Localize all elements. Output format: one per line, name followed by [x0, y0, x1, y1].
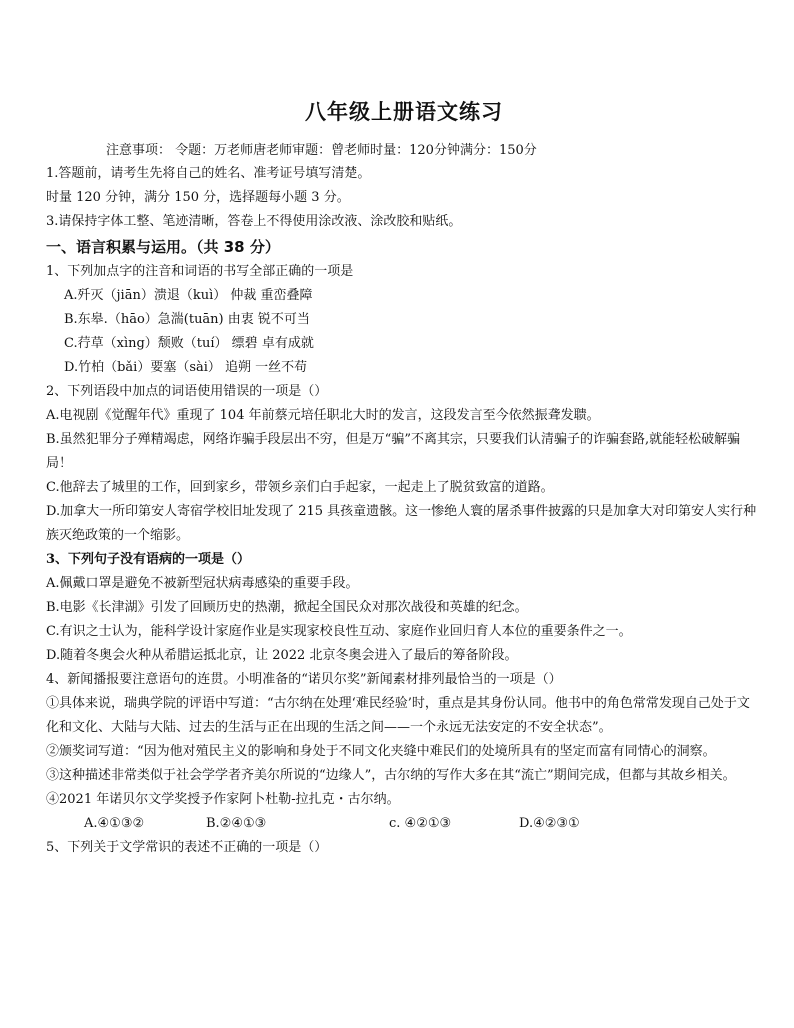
question-4-option-b: B.②④①③ [206, 816, 267, 831]
exam-page [46, 96, 762, 860]
question-4-stem: 4、新闻播报要注意语句的连贯。小明准备的“诺贝尔奖”新闻素材排列最恰当的一项是（） [46, 672, 562, 687]
question-1-stem: 1、下列加点字的注音和词语的书写全部正确的一项是 [46, 264, 354, 279]
question-3-option-c: C.有识之士认为，能科学设计家庭作业是实现家校良性互动、家庭作业回归育人本位的重要条件之一。 [46, 624, 632, 639]
question-2-option-a: A.电视剧《觉醒年代》重现了 104 年前蔡元培任职北大时的发言，这段发言至今依然振聋发聩。 [46, 408, 600, 423]
question-1-option-a: A.歼灭（jiān）溃退（kuì） 仲裁 重峦叠障 [64, 288, 313, 303]
question-2-option-c: C.他辞去了城里的工作，回到家乡，带领乡亲们白手起家，一起走上了脱贫致富的道路。 [46, 480, 554, 495]
question-1-option-d: D.竹柏（bǎi）要塞（sài） 追朔 一丝不苟 [64, 360, 308, 375]
exam-notice: 注意事项： 令题：万老师唐老师审题：曾老师时量：120分钟满分：150分 [106, 143, 537, 158]
question-2-option-d: D.加拿大一所印第安人寄宿学校旧址发现了 215 具孩童遗骸。这一惨绝人寰的屠杀事件披露的只是加拿大对印第安人实行种族灭绝政策的一个缩影。 [46, 504, 757, 543]
section-heading: 一、语言积累与运用。（共 38 分） [46, 238, 280, 256]
instruction-2: 时量 120 分钟，满分 150 分，选择题每小题 3 分。 [46, 190, 350, 205]
instruction-1: 1.答题前，请考生先将自己的姓名、准考证号填写清楚。 [46, 166, 371, 181]
instruction-3: 3.请保持字体工整、笔迹清晰，答卷上不得使用涂改液、涂改胶和贴纸。 [46, 214, 462, 229]
question-3-option-d: D.随着冬奥会火种从希腊运抵北京，让 2022 北京冬奥会进入了最后的筹备阶段。 [46, 648, 518, 663]
question-3-stem: 3、下列句子没有语病的一项是（） [46, 552, 251, 567]
question-4-option-a: A.④①③② [84, 816, 145, 831]
question-3-option-a: A.佩戴口罩是避免不被新型冠状病毒感染的重要手段。 [46, 576, 359, 591]
page-title: 八年级上册语文练习 [305, 100, 503, 124]
question-4-item-1: ①具体来说，瑞典学院的评语中写道：“古尔纳在处理‘难民经验’时，重点是其身份认同。他书中的角色常常发现自己处于文化和文化、大陆与大陆、过去的生活与正在出现的生活之间——一个永远无法安定的不安全状态”。 [46, 696, 750, 735]
question-2-stem: 2、下列语段中加点的词语使用错误的一项是（） [46, 384, 328, 399]
question-1-option-c: C.荇草（xìng）颓败（tuí） 缥碧 卓有成就 [64, 336, 314, 351]
question-5-stem: 5、下列关于文学常识的表述不正确的一项是（） [46, 840, 328, 855]
question-2-option-b: B.虽然犯罪分子殚精竭虑，网络诈骗手段层出不穷，但是万“骗”不离其宗，只要我们认清骗子的诈骗套路,就能轻松破解骗局！ [46, 432, 741, 471]
question-4-option-c: c. ④②①③ [389, 816, 452, 831]
question-4-option-d: D.④②③① [519, 816, 580, 831]
question-1-option-b: B.东皋.（hāo）急湍(tuān) 由衷 锐不可当 [64, 312, 310, 327]
question-4-item-4: ④2021 年诺贝尔文学奖授予作家阿卜杜勒-拉扎克・古尔纳。 [46, 792, 400, 807]
question-4-options [46, 812, 762, 836]
question-4-item-3: ③这种描述非常类似于社会学学者齐美尔所说的“边缘人”，古尔纳的写作大多在其“流亡”期间完成，但都与其故乡相关。 [46, 768, 736, 783]
question-4-item-2: ②颁奖词写道：“因为他对殖民主义的影响和身处于不同文化夹缝中难民们的处境所具有的坚定而富有同情心的洞察。 [46, 744, 716, 759]
question-3-option-b: B.电影《长津湖》引发了回顾历史的热潮，掀起全国民众对那次战役和英雄的纪念。 [46, 600, 528, 615]
